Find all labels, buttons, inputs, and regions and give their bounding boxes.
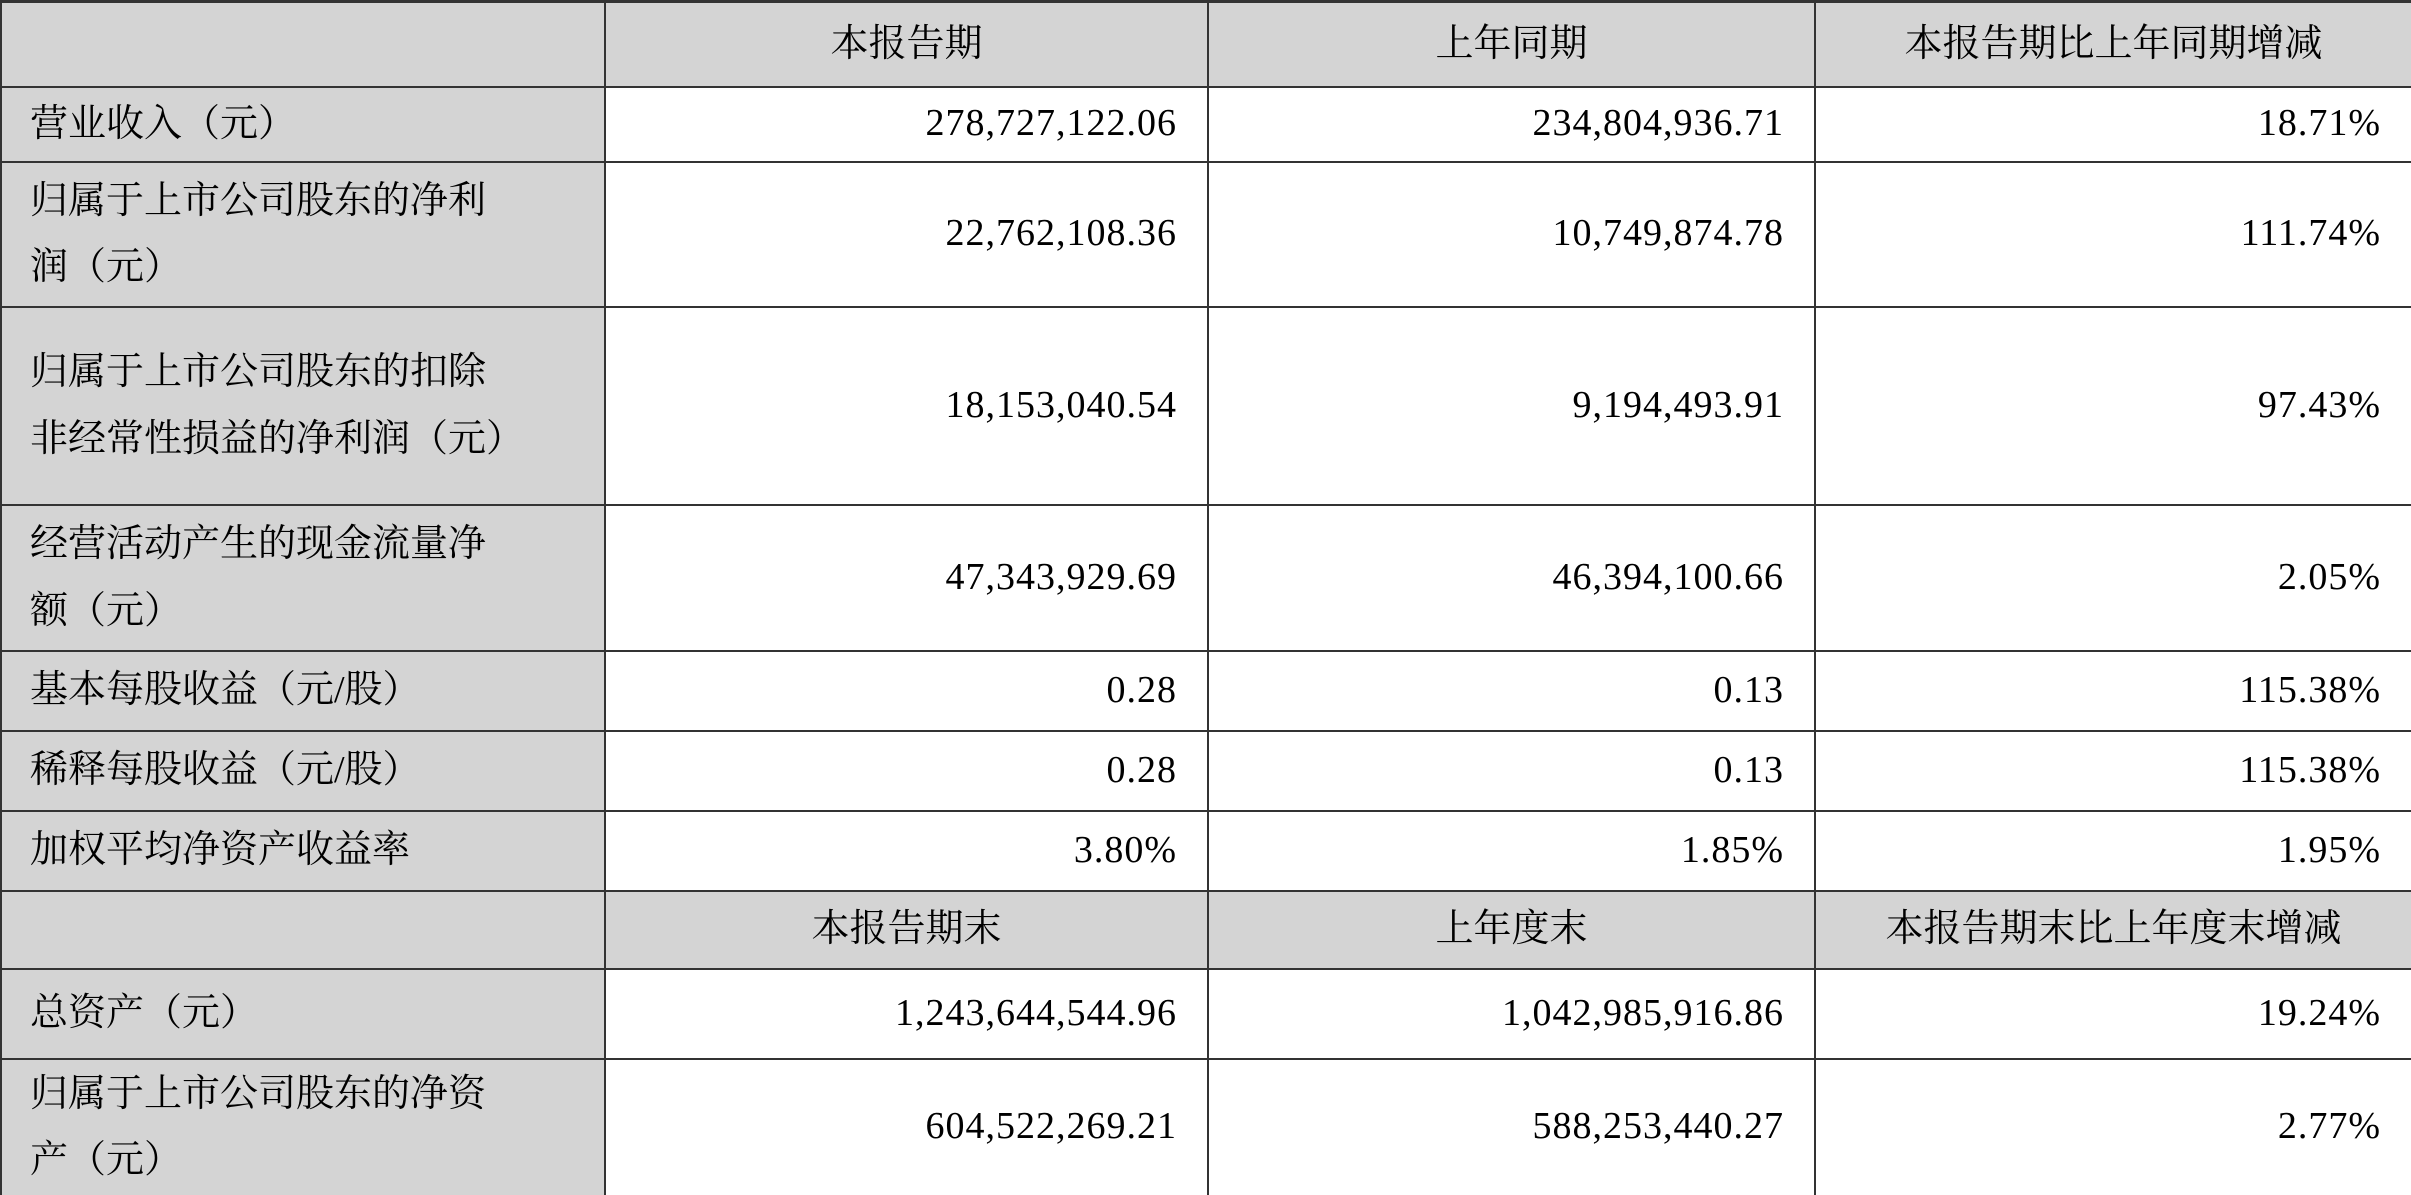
value-current: 18,153,040.54: [605, 307, 1208, 505]
value-change: 2.77%: [1815, 1059, 2411, 1195]
value-change: 18.71%: [1815, 87, 2411, 162]
row-basic-eps: [1, 651, 2411, 731]
value-change: 19.24%: [1815, 969, 2411, 1059]
value-current: 278,727,122.06: [605, 87, 1208, 162]
value-current: 22,762,108.36: [605, 162, 1208, 307]
row-total-assets: [1, 969, 2411, 1059]
value-prior: 1,042,985,916.86: [1208, 969, 1815, 1059]
row-operating-cash-flow: [1, 505, 2411, 651]
value-change: 111.74%: [1815, 162, 2411, 307]
value-current: 0.28: [605, 651, 1208, 731]
value-change: 115.38%: [1815, 731, 2411, 811]
value-current: 47,343,929.69: [605, 505, 1208, 651]
header-row-period: [1, 2, 2411, 87]
value-prior: 588,253,440.27: [1208, 1059, 1815, 1195]
header-current-period: 本报告期: [605, 2, 1208, 87]
metric-label: 加权平均净资产收益率: [1, 811, 605, 891]
row-net-assets: [1, 1059, 2411, 1195]
metric-label: 经营活动产生的现金流量净额（元）: [1, 505, 605, 651]
value-change: 97.43%: [1815, 307, 2411, 505]
value-change: 2.05%: [1815, 505, 2411, 651]
value-prior: 46,394,100.66: [1208, 505, 1815, 651]
header-period-change: 本报告期比上年同期增减: [1815, 2, 2411, 87]
row-weighted-avg-roe: [1, 811, 2411, 891]
value-prior: 10,749,874.78: [1208, 162, 1815, 307]
header-corner-blank: [1, 891, 605, 969]
row-net-profit-after-deduction: [1, 307, 2411, 505]
header-row-period-end: [1, 891, 2411, 969]
metric-label: 稀释每股收益（元/股）: [1, 731, 605, 811]
value-change: 115.38%: [1815, 651, 2411, 731]
row-operating-revenue: [1, 87, 2411, 162]
header-prior-year-end: 上年度末: [1208, 891, 1815, 969]
metric-label: 归属于上市公司股东的净资产（元）: [1, 1059, 605, 1195]
value-prior: 9,194,493.91: [1208, 307, 1815, 505]
value-prior: 0.13: [1208, 651, 1815, 731]
header-corner-blank: [1, 2, 605, 87]
metric-label: 总资产（元）: [1, 969, 605, 1059]
value-change: 1.95%: [1815, 811, 2411, 891]
metric-label: 归属于上市公司股东的扣除非经常性损益的净利润（元）: [1, 307, 605, 505]
value-current: 3.80%: [605, 811, 1208, 891]
value-current: 1,243,644,544.96: [605, 969, 1208, 1059]
metric-label: 基本每股收益（元/股）: [1, 651, 605, 731]
header-period-end-change: 本报告期末比上年度末增减: [1815, 891, 2411, 969]
value-current: 604,522,269.21: [605, 1059, 1208, 1195]
metric-label: 营业收入（元）: [1, 87, 605, 162]
metric-label: 归属于上市公司股东的净利润（元）: [1, 162, 605, 307]
value-prior: 234,804,936.71: [1208, 87, 1815, 162]
value-prior: 1.85%: [1208, 811, 1815, 891]
value-prior: 0.13: [1208, 731, 1815, 811]
header-current-period-end: 本报告期末: [605, 891, 1208, 969]
header-prior-period: 上年同期: [1208, 2, 1815, 87]
value-current: 0.28: [605, 731, 1208, 811]
row-diluted-eps: [1, 731, 2411, 811]
row-net-profit: [1, 162, 2411, 307]
